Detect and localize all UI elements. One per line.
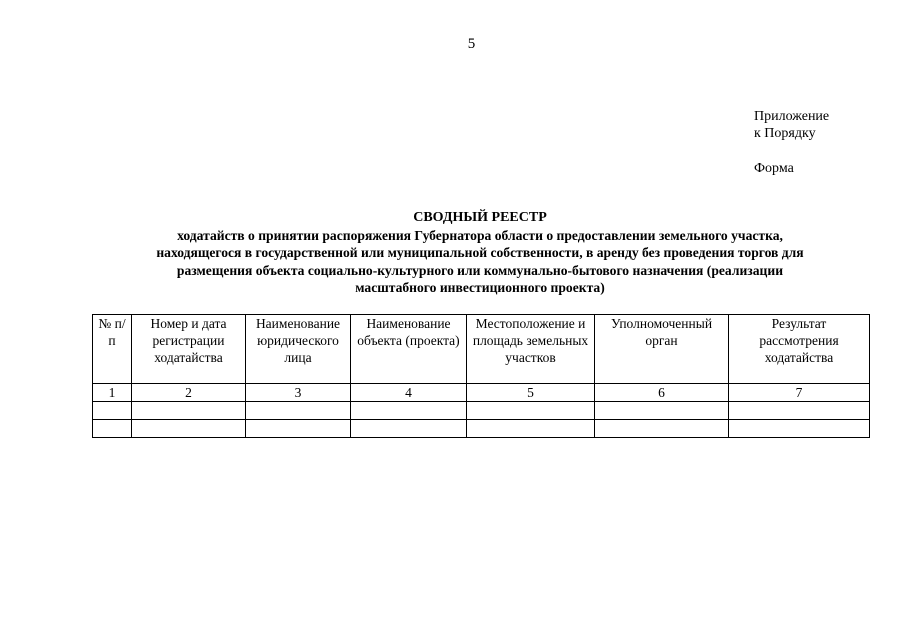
empty-cell [351, 402, 467, 420]
column-number-row [93, 384, 870, 402]
column-number: 5 [467, 384, 595, 402]
header-row-number: № п/п [93, 315, 132, 384]
registry-table [92, 314, 870, 438]
column-number: 7 [729, 384, 870, 402]
column-number: 4 [351, 384, 467, 402]
empty-cell [132, 420, 246, 438]
table-row [93, 402, 870, 420]
empty-cell [467, 402, 595, 420]
table-row [93, 420, 870, 438]
empty-cell [729, 402, 870, 420]
table-header-row [93, 315, 870, 384]
appendix-reference: к Порядку [754, 126, 816, 141]
column-number: 3 [246, 384, 351, 402]
empty-cell [595, 420, 729, 438]
empty-cell [467, 420, 595, 438]
document-subtitle-line-3: размещения объекта социально-культурного или коммунально-бытового назначения (реализации [176, 262, 784, 278]
empty-cell [132, 402, 246, 420]
header-object-name: Наименование объекта (проекта) [351, 315, 467, 384]
header-registration: Номер и дата регистрации ходатайства [132, 315, 246, 384]
header-legal-entity: Наименование юридического лица [246, 315, 351, 384]
empty-cell [595, 402, 729, 420]
document-title-block [92, 209, 868, 297]
header-result: Результат рассмотрения ходатайства [729, 315, 870, 384]
appendix-block [754, 108, 829, 177]
document-title: СВОДНЫЙ РЕЕСТР [413, 210, 547, 225]
empty-cell [246, 420, 351, 438]
empty-cell [93, 420, 132, 438]
document-subtitle-line-2: находящегося в государственной или муниципальной собственности, в аренду без проведения торгов для [156, 245, 804, 261]
empty-cell [93, 402, 132, 420]
document-subtitle-line-4: масштабного инвестиционного проекта) [355, 280, 605, 296]
empty-cell [351, 420, 467, 438]
column-number: 6 [595, 384, 729, 402]
header-authorized-body: Уполномоченный орган [595, 315, 729, 384]
empty-cell [246, 402, 351, 420]
empty-cell [729, 420, 870, 438]
appendix-title: Приложение [754, 109, 830, 124]
document-subtitle-line-1: ходатайств о принятии распоряжения Губернатора области о предоставлении земельного участка, [177, 227, 783, 243]
form-label: Форма [754, 161, 794, 176]
page-number: 5 [467, 36, 476, 52]
header-location-area: Местоположение и площадь земельных участков [467, 315, 595, 384]
column-number: 2 [132, 384, 246, 402]
column-number: 1 [93, 384, 132, 402]
